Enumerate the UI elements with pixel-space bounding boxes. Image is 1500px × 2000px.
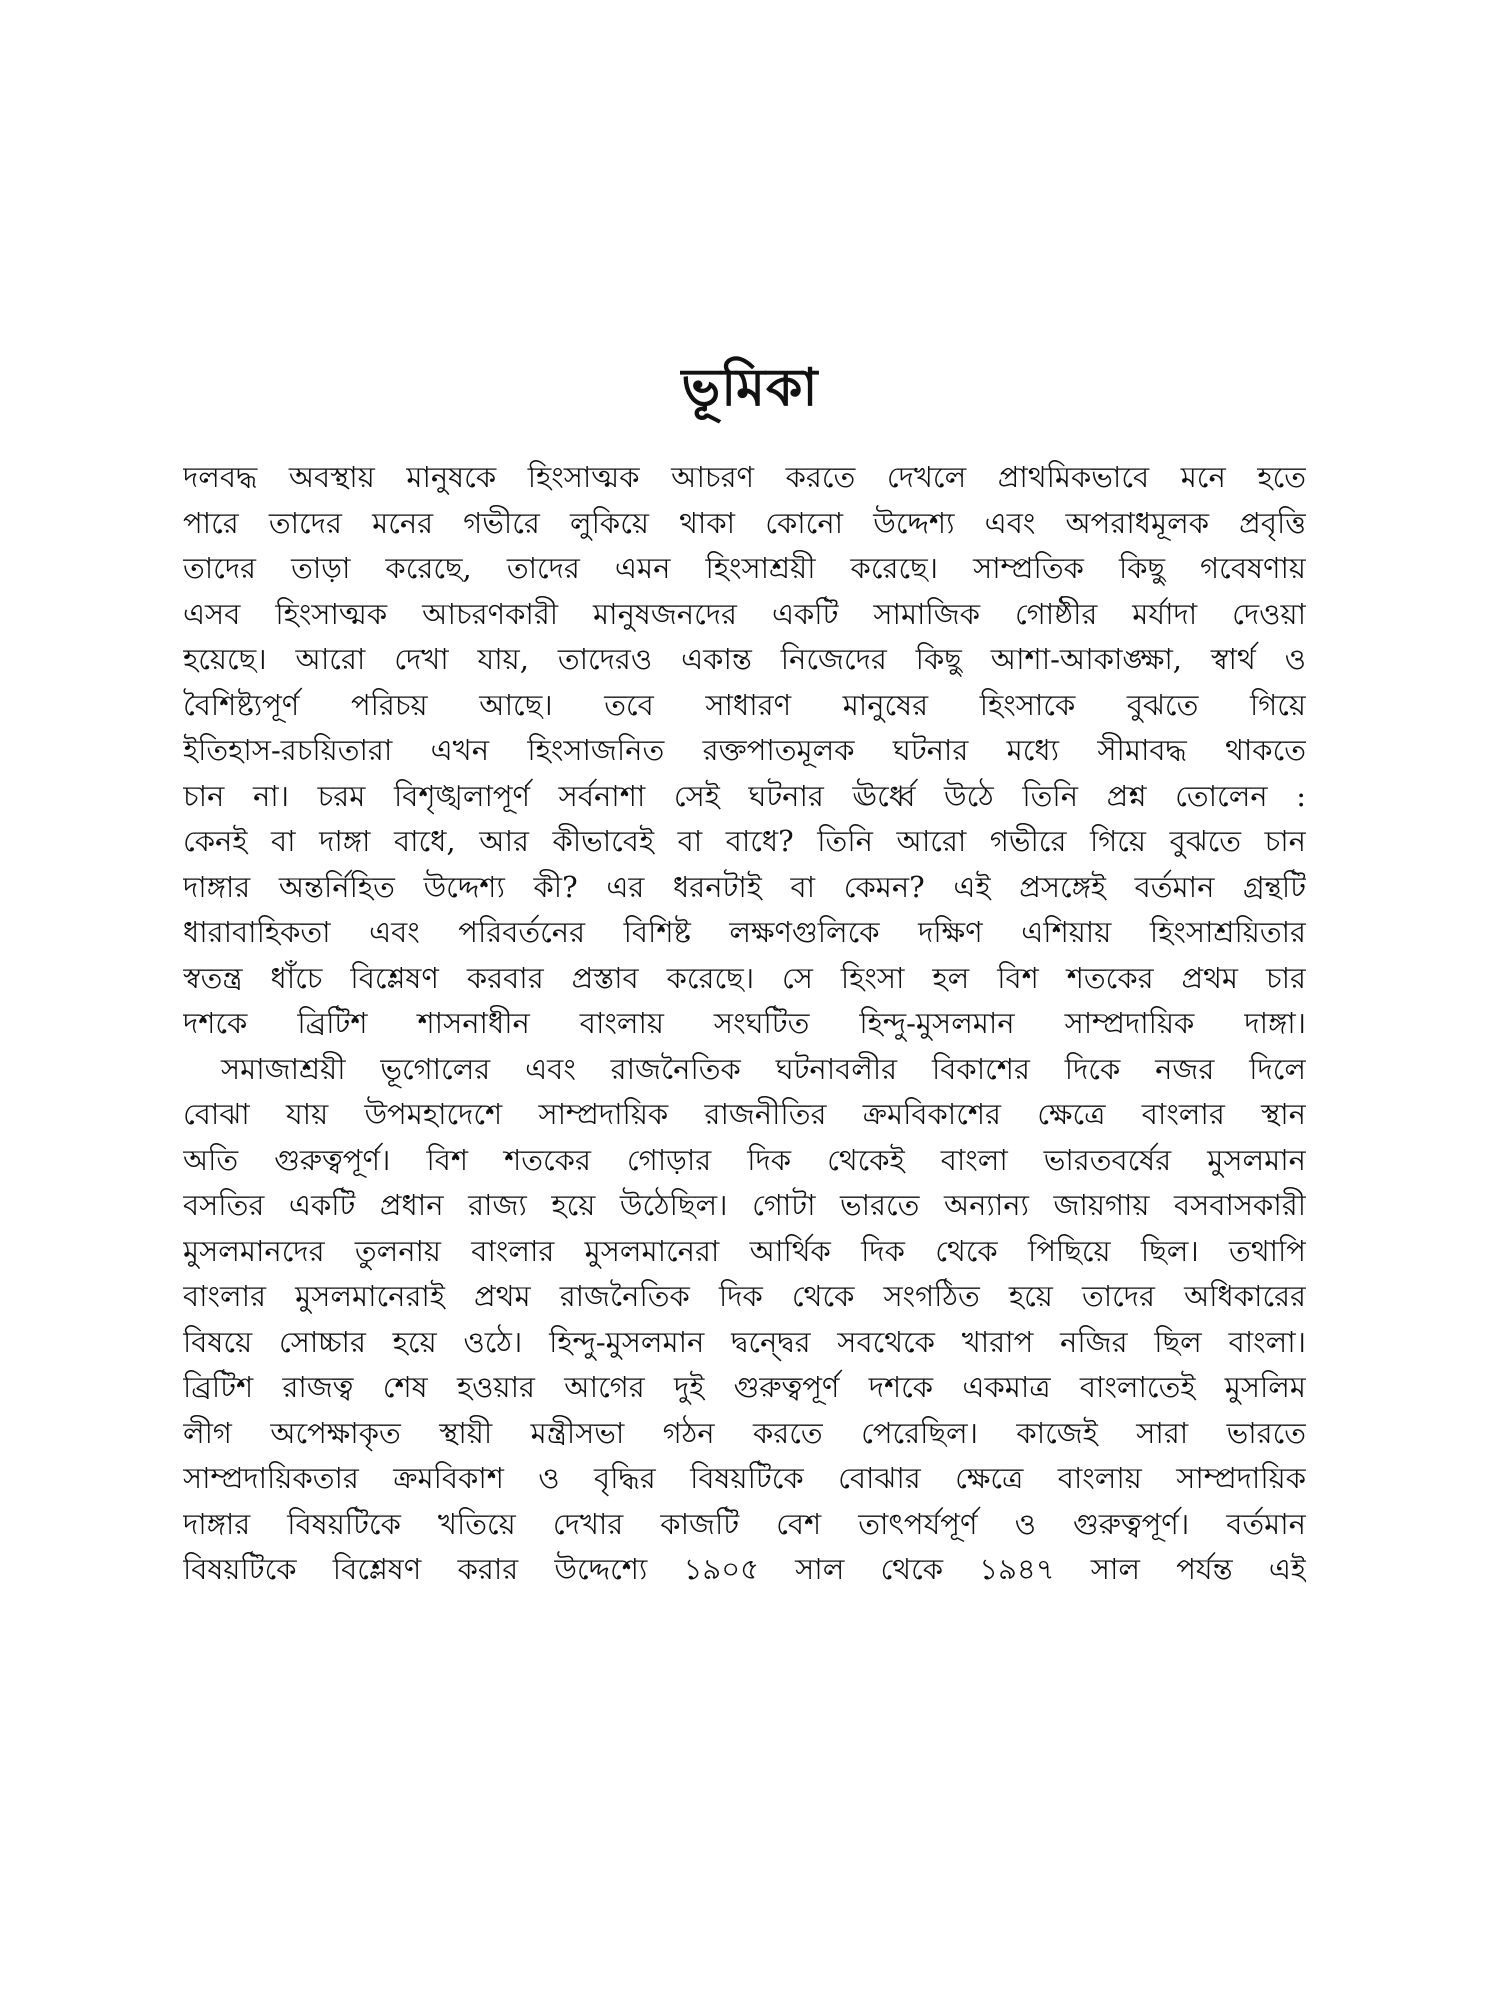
text-line: দাঙ্গার বিষয়টিকে খতিয়ে দেখার কাজটি বেশ তাৎপর্যপূর্ণ ও গুরুত্বপূর্ণ। বর্তমান: [183, 1506, 1306, 1541]
text-line: দশকে ব্রিটিশ শাসনাধীন বাংলায় সংঘটিত হিন্দু-মুসলমান সাম্প্রদায়িক দাঙ্গা।: [183, 1006, 1306, 1040]
text-line: এসব হিংসাত্মক আচরণকারী মানুষজনদের একটি সামাজিক গোষ্ঠীর মর্যাদা দেওয়া: [183, 596, 1306, 631]
text-line: ইতিহাস-রচয়িতারা এখন হিংসাজনিত রক্তপাতমূলক ঘটনার মধ্যে সীমাবদ্ধ থাকতে: [183, 733, 1306, 767]
text-line: অতি গুরুত্বপূর্ণ। বিশ শতকের গোড়ার দিক থেকেই বাংলা ভারতবর্ষের মুসলমান: [183, 1142, 1306, 1177]
text-line: বাংলার মুসলমানেরাই প্রথম রাজনৈতিক দিক থেকে সংগঠিত হয়ে তাদের অধিকারের: [183, 1279, 1306, 1313]
text-line: ধারাবাহিকতা এবং পরিবর্তনের বিশিষ্ট লক্ষণগুলিকে দক্ষিণ এশিয়ায় হিংসাশ্রয়িতার: [183, 915, 1306, 949]
body-text: [183, 455, 1306, 1593]
text-line: দলবদ্ধ অবস্থায় মানুষকে হিংসাত্মক আচরণ করতে দেখলে প্রাথমিকভাবে মনে হতে: [183, 460, 1306, 494]
text-line: তাদের তাড়া করেছে, তাদের এমন হিংসাশ্রয়ী করেছে। সাম্প্রতিক কিছু গবেষণায়: [183, 551, 1306, 585]
text-line: মুসলমানদের তুলনায় বাংলার মুসলমানেরা আর্থিক দিক থেকে পিছিয়ে ছিল। তথাপি: [183, 1233, 1306, 1268]
text-line: পারে তাদের মনের গভীরে লুকিয়ে থাকা কোনো উদ্দেশ্য এবং অপরাধমূলক প্রবৃত্তি: [183, 505, 1306, 540]
text-line: দাঙ্গার অন্তর্নিহিত উদ্দেশ্য কী? এর ধরনটাই বা কেমন? এই প্রসঙ্গেই বর্তমান গ্রন্থটি: [183, 869, 1306, 904]
text-line: বোঝা যায় উপমহাদেশে সাম্প্রদায়িক রাজনীতির ক্রমবিকাশের ক্ষেত্রে বাংলার স্থান: [183, 1097, 1306, 1131]
text-line: বিষয়টিকে বিশ্লেষণ করার উদ্দেশ্যে ১৯০৫ সাল থেকে ১৯৪৭ সাল পর্যন্ত এই: [183, 1552, 1306, 1586]
text-line: ব্রিটিশ রাজত্ব শেষ হওয়ার আগের দুই গুরুত্বপূর্ণ দশকে একমাত্র বাংলাতেই মুসলিম: [183, 1370, 1306, 1404]
text-line: সমাজাশ্রয়ী ভূগোলের এবং রাজনৈতিক ঘটনাবলীর বিকাশের দিকে নজর দিলে: [221, 1051, 1306, 1086]
chapter-title: ভূমিকা: [681, 356, 819, 418]
text-line: বসতির একটি প্রধান রাজ্য হয়ে উঠেছিল। গোটা ভারতে অন্যান্য জায়গায় বসবাসকারী: [183, 1188, 1306, 1222]
text-line: স্বতন্ত্র ধাঁচে বিশ্লেষণ করবার প্রস্তাব করেছে। সে হিংসা হল বিশ শতকের প্রথম চার: [183, 960, 1306, 995]
text-line: বিষয়ে সোচ্চার হয়ে ওঠে। হিন্দু-মুসলমান দ্বন্দ্বের সবথেকে খারাপ নজির ছিল বাংলা।: [183, 1324, 1306, 1359]
text-line: চান না। চরম বিশৃঙ্খলাপূর্ণ সর্বনাশা সেই ঘটনার ঊর্ধ্বে উঠে তিনি প্রশ্ন তোলেন :: [183, 778, 1306, 813]
text-line: লীগ অপেক্ষাকৃত স্থায়ী মন্ত্রীসভা গঠন করতে পেরেছিল। কাজেই সারা ভারতে: [183, 1415, 1306, 1450]
text-line: কেনই বা দাঙ্গা বাধে, আর কীভাবেই বা বাধে? তিনি আরো গভীরে গিয়ে বুঝতে চান: [183, 824, 1306, 858]
text-line: হয়েছে। আরো দেখা যায়, তাদেরও একান্ত নিজেদের কিছু আশা-আকাঙ্ক্ষা, স্বার্থ ও: [183, 642, 1306, 676]
text-line: সাম্প্রদায়িকতার ক্রমবিকাশ ও বৃদ্ধির বিষয়টিকে বোঝার ক্ষেত্রে বাংলায় সাম্প্রদায়িক: [183, 1461, 1306, 1495]
text-line: বৈশিষ্ট্যপূর্ণ পরিচয় আছে। তবে সাধারণ মানুষের হিংসাকে বুঝতে গিয়ে: [183, 687, 1306, 722]
